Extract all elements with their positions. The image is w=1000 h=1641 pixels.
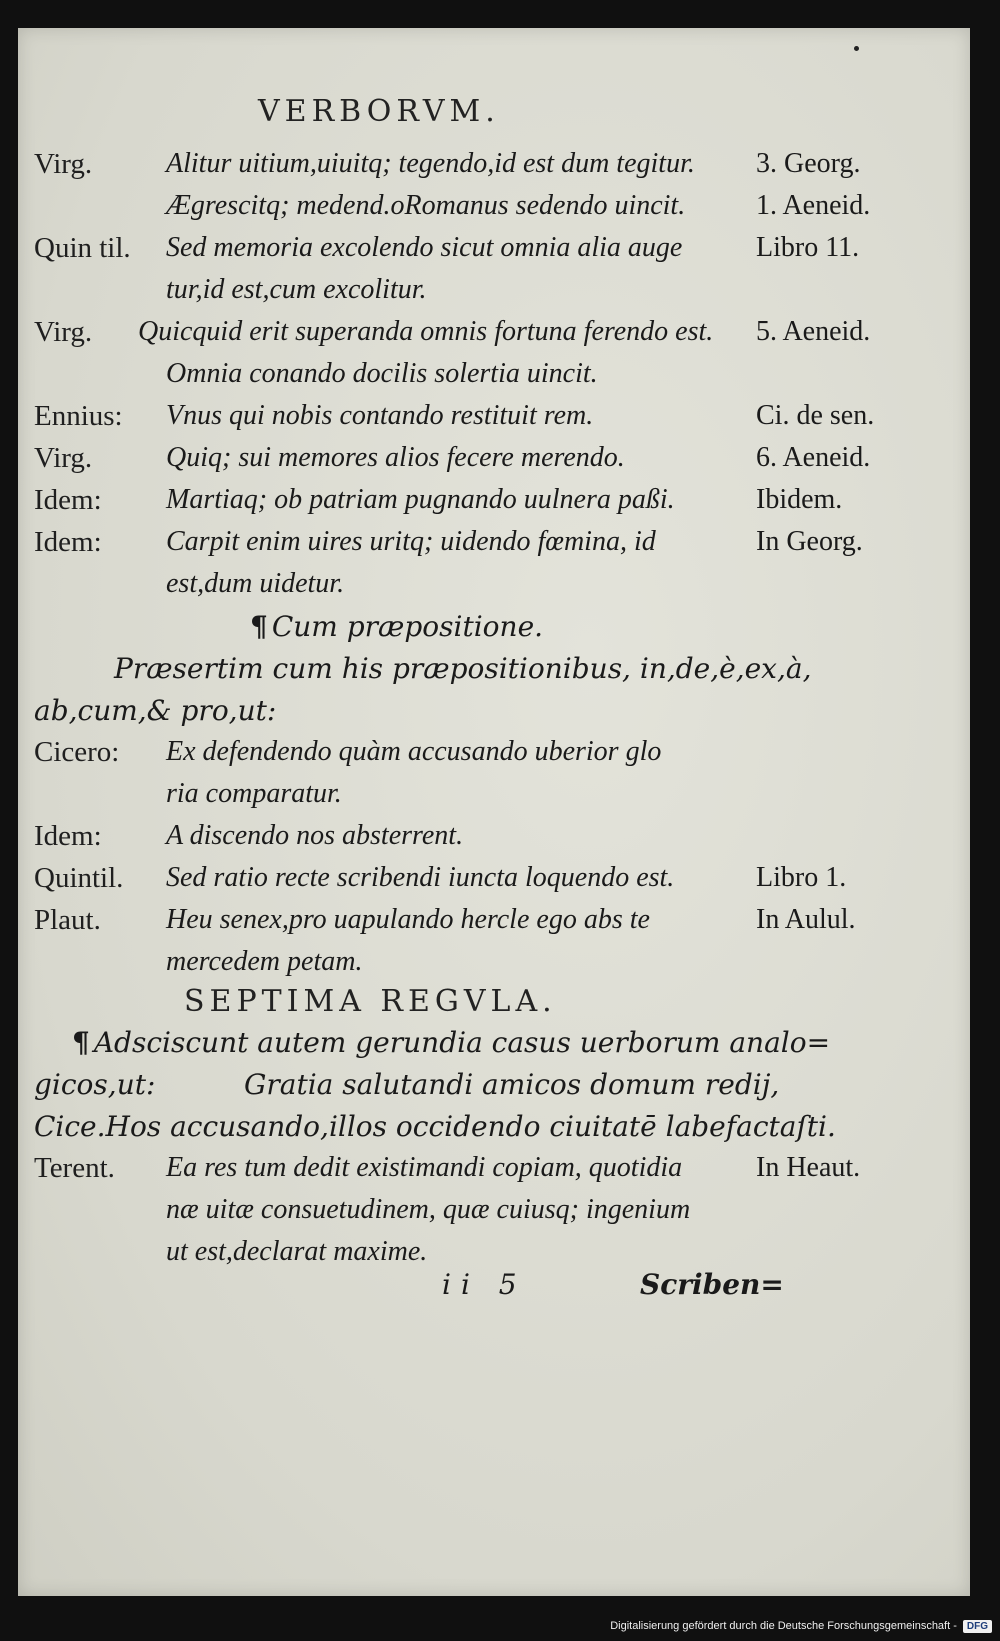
entry-quote: Heu senex,pro uapulando hercle ego abs te [166,904,650,935]
entry-author: Idem: [34,820,102,852]
entry-quote: tur,id est,cum excolitur. [166,274,427,305]
entry-quote: Martiaq; ob patriam pugnando uulnera paßi. [166,484,675,515]
book-page [18,28,970,1596]
entry-row [18,442,970,482]
entry-quote: næ uitæ consuetudinem, quæ cuiusq; ingenium [166,1194,691,1225]
entry-quote: Quicquid erit superanda omnis fortuna ferendo est. [138,316,714,347]
intro-line-2: ab,cum,& pro,ut: [34,694,277,727]
entry-reference: 1. Aeneid. [756,190,871,221]
entry-reference: In Aulul. [756,904,856,935]
entry-quote: Omnia conando docilis solertia uincit. [166,358,598,389]
entry-quote: Ex defendendo quàm accusando uberior glo [166,736,662,767]
entry-row [18,1194,970,1234]
entry-quote: Vnus qui nobis contando restituit rem. [166,400,594,431]
subheading-text: Cum præpositione. [271,610,544,643]
entry-row [18,316,970,356]
entry-quote: mercedem petam. [166,946,363,977]
entry-row [18,358,970,398]
entry-row [18,778,970,818]
entry-author: Virg. [34,148,93,180]
entry-row [18,232,970,272]
entry-row [18,946,970,986]
entry-quote: ria comparatur. [166,778,342,809]
entry-quote: ut est,declarat maxime. [166,1236,428,1267]
entry-quote: est,dum uidetur. [166,568,345,599]
rule-line-2-text: Gratia salutandi amicos domum redij, [244,1068,780,1101]
rule-line-1 [72,1026,830,1059]
entry-quote: A discendo nos absterrent. [166,820,464,851]
catchword: Scriben= [640,1268,784,1301]
digitization-credit [610,1615,992,1637]
entry-reference: In Heaut. [756,1152,861,1183]
entry-row [18,190,970,230]
subheading [250,610,543,643]
entry-row [18,904,970,944]
entry-row [18,862,970,902]
dfg-logo: DFG [963,1620,992,1633]
entry-reference: 3. Georg. [756,148,861,179]
entry-row [18,148,970,188]
entry-quote: Quiq; sui memores alios fecere merendo. [166,442,625,473]
credit-text: Digitalisierung gefördert durch die Deutsche Forschungsgemeinschaft - [610,1620,957,1632]
entry-reference: Libro 11. [756,232,860,263]
rule-line-3: Cice.Hos accusando,illos occidendo ciuitatē labefactaſti. [34,1110,836,1143]
entry-quote: Carpit enim uires uritq; uidendo fœmina, id [166,526,656,557]
entry-reference: In Georg. [756,526,863,557]
entry-reference: 5. Aeneid. [756,316,871,347]
entry-reference: Ibidem. [756,484,843,515]
entry-quote: Ea res tum dedit existimandi copiam, quotidia [166,1152,683,1183]
pilcrow-icon: ¶ [250,610,268,643]
ink-speck [854,46,859,51]
entry-quote: Alitur uitium,uiuitq; tegendo,id est dum tegitur. [166,148,695,179]
entry-author: Terent. [34,1152,115,1184]
page-heading: VERBORVM. [258,94,500,129]
entry-quote: Sed ratio recte scribendi iuncta loquendo est. [166,862,675,893]
entry-row [18,568,970,608]
entry-row [18,526,970,566]
entry-author: Cicero: [34,736,120,768]
entry-row [18,400,970,440]
entry-quote: Ægrescitq; medend.oRomanus sedendo uincit. [166,190,686,221]
entry-author: Idem: [34,484,102,516]
entry-row [18,484,970,524]
entry-row [18,274,970,314]
rule-heading: SEPTIMA REGVLA. [184,984,557,1019]
entry-author: Ennius: [34,400,123,432]
entry-reference: Libro 1. [756,862,847,893]
pilcrow-icon: ¶ [72,1026,90,1059]
entry-quote: Sed memoria excolendo sicut omnia alia auge [166,232,683,263]
signature-mark: ii 5 [442,1268,527,1301]
entry-row [18,736,970,776]
entry-author: Virg. [34,442,93,474]
entry-reference: 6. Aeneid. [756,442,871,473]
entry-row [18,820,970,860]
rule-line-2-lead: gicos,ut: [34,1068,156,1101]
entry-reference: Ci. de sen. [756,400,875,431]
entry-author: Plaut. [34,904,101,936]
entry-author: Virg. [34,316,93,348]
entry-author: Quin til. [34,232,131,264]
intro-line-1: Præsertim cum his præpositionibus, in,de,è,ex,à, [114,652,812,685]
entry-author: Idem: [34,526,102,558]
rule-line-1-text: Adsciscunt autem gerundia casus uerborum analo= [93,1026,831,1059]
entry-author: Quintil. [34,862,124,894]
entry-row [18,1152,970,1192]
